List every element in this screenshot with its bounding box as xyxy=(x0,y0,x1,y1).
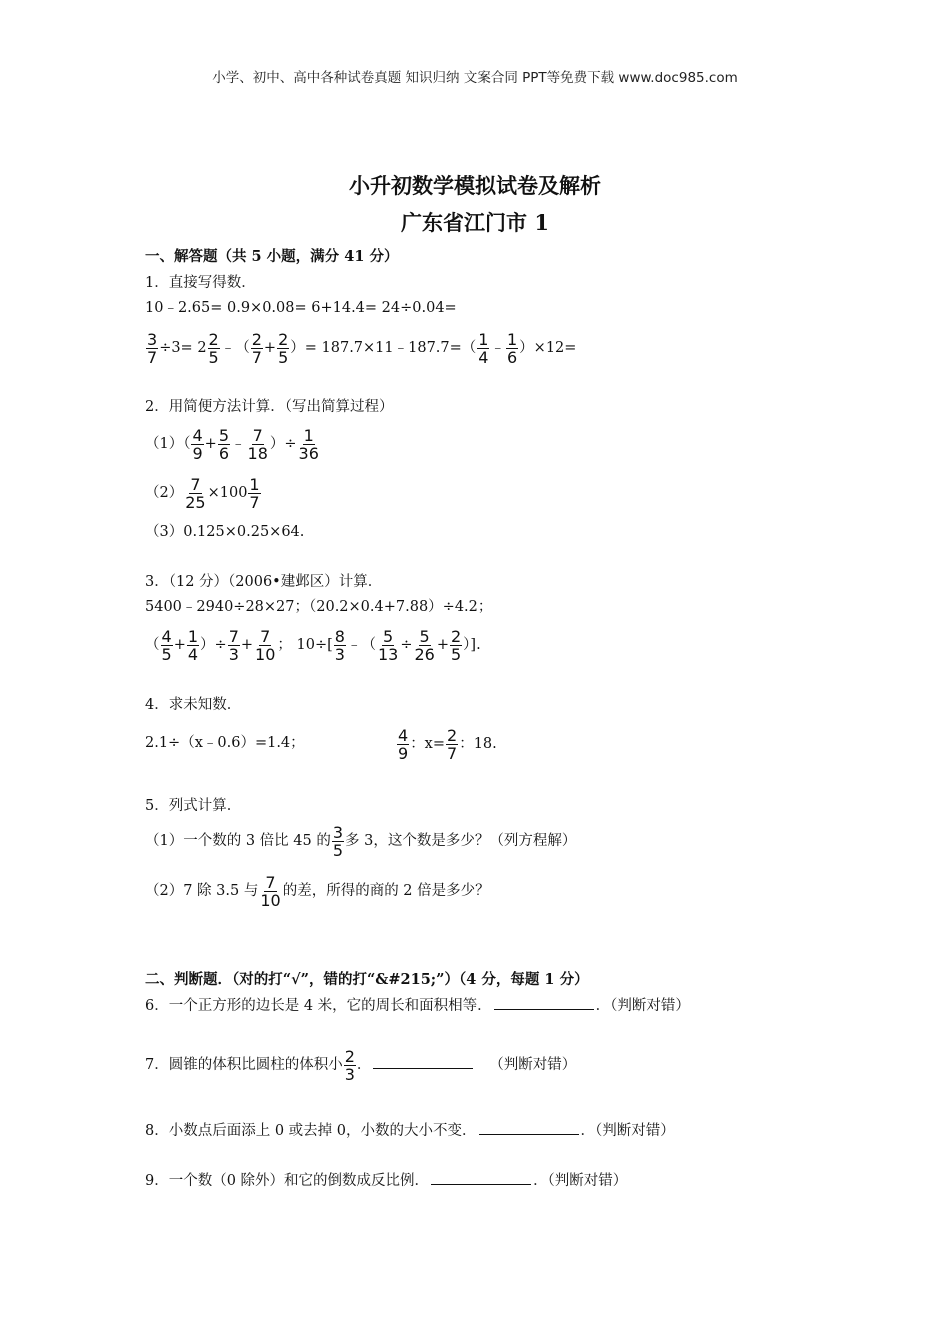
fraction: $\frac{2}{3}$ xyxy=(344,1046,355,1084)
q2-part1: （1）（ $\frac{4}{9}$ + $\frac{5}{6}$ ﹣ $\frac{7}{18}$ ）÷ $\frac{1}{36}$ xyxy=(145,425,319,463)
fraction: $\frac{1}{36}$ xyxy=(298,425,319,463)
page-header: 小学、初中、高中各种试卷真题 知识归纳 文案合同 PPT等免费下载 www.doc985.com xyxy=(212,70,738,86)
fraction: $\frac{7}{25}$ xyxy=(185,474,206,512)
q2-part2: （2） $\frac{7}{25}$ ×100 $\frac{1}{7}$ xyxy=(145,474,260,512)
q1-row1: 10﹣2.65= 0.9×0.08= 6+14.4= 24÷0.04= xyxy=(145,300,457,316)
fraction: $\frac{5}{26}$ xyxy=(414,626,435,664)
fraction: $\frac{2}{7}$ xyxy=(251,329,262,367)
fraction: $\frac{2}{5}$ xyxy=(208,329,219,367)
q4-eq2: $\frac{4}{9}$ ：x= $\frac{2}{7}$ ：18. xyxy=(398,725,497,763)
section2-heading: 二、判断题．（对的打“√”，错的打“&#215;”）（4 分，每题 1 分） xyxy=(145,971,589,988)
fraction: $\frac{5}{13}$ xyxy=(377,626,399,664)
fraction: $\frac{3}{5}$ xyxy=(332,822,344,860)
fraction: $\frac{2}{5}$ xyxy=(450,626,462,664)
answer-blank[interactable] xyxy=(431,1170,531,1185)
q4-eq1: 2.1÷（x﹣0.6）=1.4； xyxy=(145,735,305,751)
fraction: $\frac{7}{3}$ xyxy=(228,626,239,664)
fraction: $\frac{1}{4}$ xyxy=(187,626,199,664)
q1-stem: 1．直接写得数． xyxy=(145,275,256,291)
fraction: $\frac{1}{6}$ xyxy=(506,329,518,367)
q2-stem: 2．用简便方法计算．（写出简算过程） xyxy=(145,399,394,415)
fraction: $\frac{7}{10}$ xyxy=(260,872,281,910)
q3-row2: （ $\frac{4}{5}$ + $\frac{1}{4}$ ）÷ $\frac{7}{3}$ + $\frac{7}{10}$ ； 10÷[ $\frac{8}{3}$ ﹣（ $\frac{5}{13}$ ÷ $\frac{5}{26}$ + $\frac{2}{5}$ ）]. xyxy=(145,626,481,664)
fraction: $\frac{4}{5}$ xyxy=(161,626,172,664)
fraction: $\frac{7}{10}$ xyxy=(255,626,276,664)
answer-blank[interactable] xyxy=(494,995,594,1010)
fraction: $\frac{1}{7}$ xyxy=(249,474,260,512)
fraction: $\frac{4}{9}$ xyxy=(398,725,409,763)
fraction: $\frac{5}{6}$ xyxy=(218,425,230,463)
section1-heading: 一、解答题（共 5 小题，满分 41 分） xyxy=(145,248,399,265)
answer-blank[interactable] xyxy=(479,1120,579,1135)
q9: 9．一个数（0 除外）和它的倒数成反比例． ．（判断对错） xyxy=(145,1170,627,1191)
title-line2: 广东省江门市 1 xyxy=(401,210,549,235)
q2-part3: （3）0.125×0.25×64. xyxy=(145,524,305,540)
q7: 7．圆锥的体积比圆柱的体积小 $\frac{2}{3}$ ． （判断对错） xyxy=(145,1046,577,1084)
q5-part2: （2）7 除 3.5 与 $\frac{7}{10}$ 的差，所得的商的 2 倍是多少？ xyxy=(145,872,490,910)
fraction: $\frac{7}{18}$ xyxy=(247,425,268,463)
q4-stem: 4．求未知数． xyxy=(145,697,242,713)
title-line1: 小升初数学模拟试卷及解析 xyxy=(349,173,601,198)
fraction: $\frac{4}{9}$ xyxy=(192,425,203,463)
q1-row2: $\frac{3}{7}$ ÷3= 2 $\frac{2}{5}$ ﹣（ $\frac{2}{7}$ + $\frac{2}{5}$ ）= 187.7×11﹣187.7=（ $\frac{1}{4}$ ﹣ $\frac{1}{6}$ ）×12= xyxy=(147,329,577,367)
q3-row1: 5400﹣2940÷28×27；（20.2×0.4+7.88）÷4.2； xyxy=(145,599,493,615)
fraction: $\frac{1}{4}$ xyxy=(478,329,489,367)
q8: 8．小数点后面添上 0 或去掉 0，小数的大小不变． ．（判断对错） xyxy=(145,1120,675,1141)
q5-stem: 5．列式计算． xyxy=(145,798,242,814)
q5-part1: （1）一个数的 3 倍比 45 的 $\frac{3}{5}$ 多 3，这个数是多少？（列方程解） xyxy=(145,822,577,860)
answer-blank[interactable] xyxy=(373,1054,473,1069)
q6: 6．一个正方形的边长是 4 米，它的周长和面积相等． ．（判断对错） xyxy=(145,995,690,1016)
fraction: $\frac{3}{7}$ xyxy=(147,329,158,367)
fraction: $\frac{8}{3}$ xyxy=(334,626,345,664)
q3-stem: 3．（12 分）（2006•建邺区）计算． xyxy=(145,574,383,590)
fraction: $\frac{2}{7}$ xyxy=(447,725,458,763)
fraction: $\frac{2}{5}$ xyxy=(278,329,289,367)
